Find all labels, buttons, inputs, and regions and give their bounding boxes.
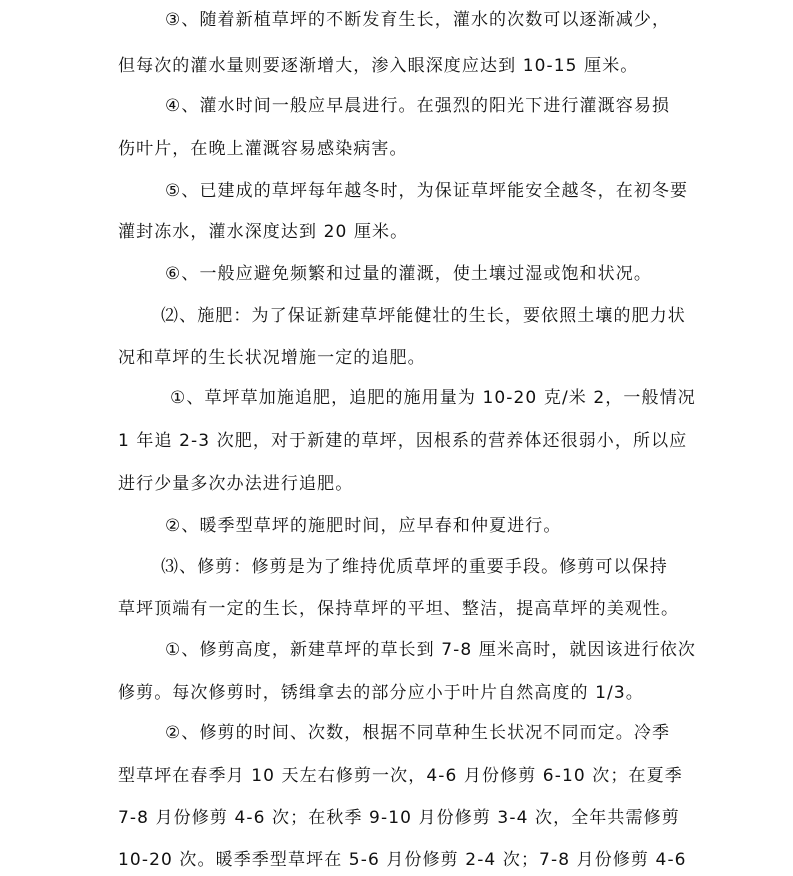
text-line: 但每次的灌水量则要逐渐增大，渗入眼深度应达到 10-15 厘米。 — [118, 56, 639, 76]
text-line: ③、随着新植草坪的不断发育生长，灌水的次数可以逐渐减少， — [165, 10, 671, 30]
text-line: ②、修剪的时间、次数，根据不同草种生长状况不同而定。冷季 — [165, 723, 671, 743]
text-line: 10-20 次。暖季季型草坪在 5-6 月份修剪 2-4 次；7-8 月份修剪 4-6 — [118, 850, 687, 870]
text-line: ①、修剪高度，新建草坪的草长到 7-8 厘米高时，就因该进行依次 — [165, 640, 697, 660]
text-line: ⑤、已建成的草坪每年越冬时，为保证草坪能安全越冬，在初冬要 — [165, 181, 689, 201]
text-line: ⑵、施肥：为了保证新建草坪能健壮的生长，要依照土壤的肥力状 — [161, 306, 686, 326]
text-line: 进行少量多次办法进行追肥。 — [118, 474, 354, 494]
text-line: 型草坪在春季月 10 天左右修剪一次，4-6 月份修剪 6-10 次；在夏季 — [118, 766, 683, 786]
text-line: ②、暖季型草坪的施肥时间，应早春和仲夏进行。 — [165, 516, 562, 536]
text-line: 修剪。每次修剪时，锈缉拿去的部分应小于叶片自然高度的 1/3。 — [118, 683, 644, 703]
text-line: 况和草坪的生长状况增施一定的追肥。 — [118, 348, 426, 368]
text-line: 伤叶片，在晚上灌溉容易感染病害。 — [118, 139, 408, 159]
text-line: ⑶、修剪：修剪是为了维持优质草坪的重要手段。修剪可以保持 — [161, 557, 668, 577]
text-line: 草坪顶端有一定的生长，保持草坪的平坦、整洁，提高草坪的美观性。 — [118, 599, 680, 619]
text-line: 灌封冻水，灌水深度达到 20 厘米。 — [118, 222, 409, 242]
text-line: ④、灌水时间一般应早晨进行。在强烈的阳光下进行灌溉容易损 — [165, 96, 671, 116]
text-line: 7-8 月份修剪 4-6 次；在秋季 9-10 月份修剪 3-4 次，全年共需修剪 — [118, 808, 680, 828]
text-line: 1 年追 2-3 次肥，对于新建的草坪，因根系的营养体还很弱小，所以应 — [118, 431, 688, 451]
text-line: ⑥、一般应避免频繁和过量的灌溉，使土壤过湿或饱和状况。 — [165, 264, 652, 284]
text-line: ①、草坪草加施追肥，追肥的施用量为 10-20 克/米 2，一般情况 — [170, 388, 696, 408]
